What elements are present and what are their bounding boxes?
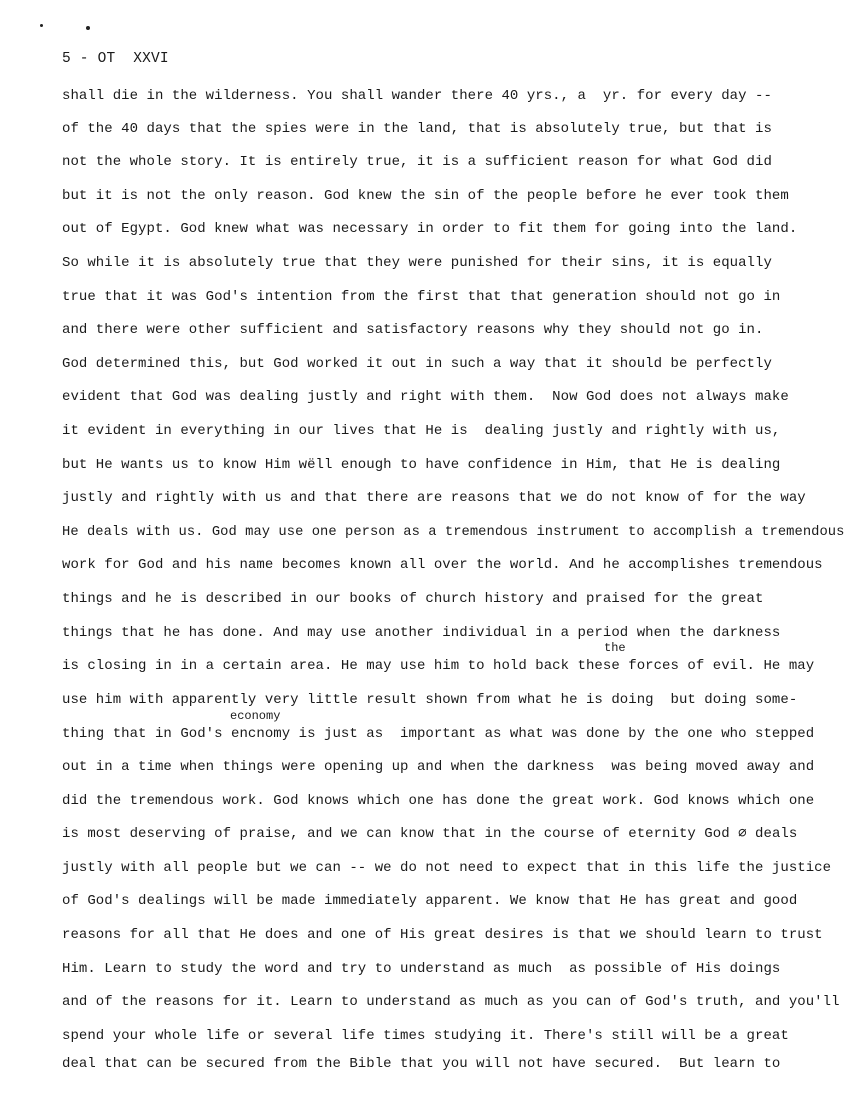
text-line: So while it is absolutely true that they were punished for their sins, it is equally [62, 255, 772, 271]
text-line: spend your whole life or several life times studying it. There's still will be a great [62, 1028, 789, 1044]
text-line: did the tremendous work. God knows which one has done the great work. God knows which one [62, 793, 815, 809]
text-line: it evident in everything in our lives that He is dealing justly and rightly with us, [62, 423, 781, 439]
text-line: out in a time when things were opening up and when the darkness was being moved away and [62, 759, 815, 775]
text-line: evident that God was dealing justly and right with them. Now God does not always make [62, 389, 789, 405]
text-line: but it is not the only reason. God knew the sin of the people before he ever took them [62, 188, 789, 204]
text-line: reasons for all that He does and one of His great desires is that we should learn to trust [62, 927, 823, 943]
handwritten-insertion: the [604, 641, 626, 655]
text-line: out of Egypt. God knew what was necessary in order to fit them for going into the land. [62, 221, 798, 237]
ink-speck [40, 24, 43, 27]
text-line: deal that can be secured from the Bible that you will not have secured. But learn to [62, 1056, 781, 1072]
text-line: of the 40 days that the spies were in the land, that is absolutely true, but that is [62, 121, 772, 137]
page-header: 5 - OT XXVI [62, 51, 169, 67]
text-line: use him with apparently very little result shown from what he is doing but doing some- [62, 692, 798, 708]
text-line: thing that in God's encnomy is just as important as what was done by the one who stepped [62, 726, 815, 742]
handwritten-insertion: economy [230, 709, 281, 723]
text-line: is most deserving of praise, and we can know that in the course of eternity God ∅ deals [62, 826, 798, 842]
text-line: of God's dealings will be made immediately apparent. We know that He has great and good [62, 893, 798, 909]
text-line: Him. Learn to study the word and try to understand as much as possible of His doings [62, 961, 781, 977]
text-line: things and he is described in our books of church history and praised for the great [62, 591, 764, 607]
text-line: is closing in in a certain area. He may use him to hold back these forces of evil. He may [62, 658, 815, 674]
text-line: work for God and his name becomes known all over the world. And he accomplishes tremendous [62, 557, 823, 573]
text-line: justly with all people but we can -- we do not need to expect that in this life the justice [62, 860, 832, 876]
text-line: and there were other sufficient and satisfactory reasons why they should not go in. [62, 322, 764, 338]
text-line: not the whole story. It is entirely true, it is a sufficient reason for what God did [62, 154, 772, 170]
text-line: justly and rightly with us and that there are reasons that we do not know of for the way [62, 490, 806, 506]
text-line: shall die in the wilderness. You shall wander there 40 yrs., a yr. for every day -- [62, 88, 772, 104]
text-line: but He wants us to know Him wëll enough to have confidence in Him, that He is dealing [62, 457, 781, 473]
text-line: true that it was God's intention from the first that that generation should not go in [62, 289, 781, 305]
ink-speck [86, 26, 90, 30]
text-line: and of the reasons for it. Learn to understand as much as you can of God's truth, and you'll [62, 994, 840, 1010]
text-line: things that he has done. And may use another individual in a period when the darkness [62, 625, 781, 641]
text-line: God determined this, but God worked it out in such a way that it should be perfectly [62, 356, 772, 372]
text-line: He deals with us. God may use one person as a tremendous instrument to accomplish a tremendous [62, 524, 845, 540]
